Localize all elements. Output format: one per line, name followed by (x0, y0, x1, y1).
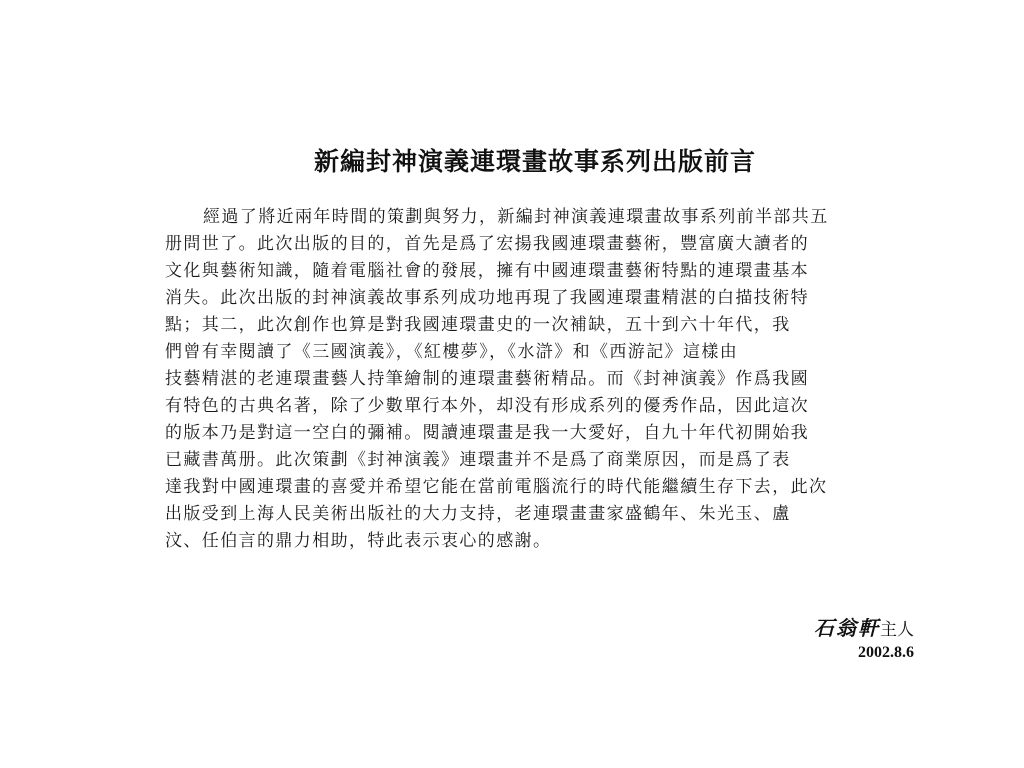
body-line: 文化與藝術知識，隨着電腦社會的發展，擁有中國連環畫藝術特點的連環畫基本 (165, 261, 809, 281)
signature-name: 石翁軒 (814, 616, 880, 640)
signature (814, 612, 914, 641)
document-title: 新編封神演義連環畫故事系列出版前言 (313, 147, 756, 176)
body-line: 册問世了。此次出版的目的，首先是爲了宏揚我國連環畫藝術，豐富廣大讀者的 (165, 234, 809, 254)
body-line: 經過了將近兩年時間的策劃與努力，新編封神演義連環畫故事系列前半部共五 (203, 207, 829, 227)
body-line: 達我對中國連環畫的喜愛并希望它能在當前電腦流行的時代能繼續生存下去，此次 (165, 477, 828, 497)
body-line: 出版受到上海人民美術出版社的大力支持，老連環畫畫家盛鶴年、朱光玉、盧 (165, 504, 791, 524)
preface-body (165, 204, 925, 555)
body-line: 點；其二，此次創作也算是對我國連環畫史的一次補缺，五十到六十年代，我 (165, 315, 791, 335)
body-line: 的版本乃是對這一空白的彌補。閱讀連環畫是我一大愛好，自九十年代初開始我 (165, 423, 809, 443)
body-line: 汶、任伯言的鼎力相助，特此表示衷心的感謝。 (165, 531, 552, 551)
body-line: 們曾有幸閱讀了《三國演義》，《紅樓夢》，《水滸》和《西游記》這樣由 (165, 342, 739, 362)
body-line: 已藏書萬册。此次策劃《封神演義》連環畫并不是爲了商業原因，而是爲了表 (165, 450, 791, 470)
body-line: 有特色的古典名著，除了少數單行本外，却没有形成系列的優秀作品，因此這次 (165, 396, 809, 416)
signature-date: 2002.8.6 (858, 644, 914, 661)
signature-suffix: 主人 (880, 620, 914, 640)
body-line: 技藝精湛的老連環畫藝人持筆繪制的連環畫藝術精品。而《封神演義》作爲我國 (165, 369, 809, 389)
body-line: 消失。此次出版的封神演義故事系列成功地再現了我國連環畫精湛的白描技術特 (165, 288, 809, 308)
